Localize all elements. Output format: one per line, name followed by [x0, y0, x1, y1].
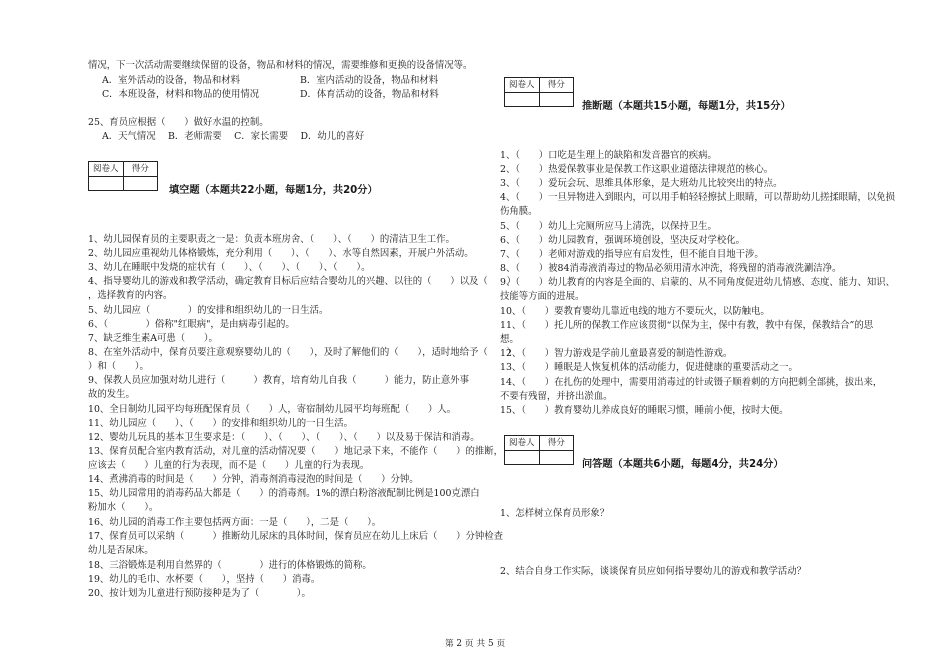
- fill-line: 12、婴幼儿玩具的基本卫生要求是：（ ）、（ ）、（ ）、（ ）以及易于保洁和消毒。: [88, 432, 480, 443]
- fill-line: 4、指导婴幼儿的游戏和教学活动，确定教育目标后应结合婴幼儿的兴趣、以往的（ ）以及（ ）: [88, 276, 516, 287]
- judge-line: 5、（ ）幼儿上完厕所应马上清洗，以保持卫生。: [500, 221, 717, 232]
- score-cell: [539, 451, 574, 464]
- fill-line: 9、保教人员应加强对幼儿进行（ ）教育，培育幼儿自我（ ）能力，防止意外事: [88, 375, 469, 386]
- score-box-qa: [504, 435, 574, 465]
- score-box-judge: [504, 77, 574, 107]
- judge-line: 12、（ ）智力游戏是学前儿童最喜爱的制造性游戏。: [500, 348, 733, 359]
- fill-line: 6、（ ）俗称"红眼病"，是由病毒引起的。: [88, 319, 295, 330]
- judge-line: 15、（ ）教育婴幼儿养成良好的睡眠习惯，睡前小便，按时大便。: [500, 405, 789, 416]
- intro-line: 情况，下一次活动需要继续保留的设备，物品和材料的情况，需要维修和更换的设备情况等。: [88, 60, 473, 71]
- q24-option-b: B．室内活动的设备，物品和材料: [300, 75, 439, 86]
- fill-line: 16、幼儿园的消毒工作主要包括两方面：一是（ ），二是（ ）。: [88, 517, 382, 528]
- fill-line: 17、保育员可以采纳（ ）推断幼儿尿床的具体时间，保育员应在幼儿上床后（ ）分钟检查: [88, 531, 504, 542]
- judge-line: 9、（ ）幼儿教育的内容是全面的、启蒙的、从不同角度促进幼儿情感、态度、能力、知识、: [500, 277, 896, 288]
- qa-question: 1、怎样树立保育员形象？: [500, 508, 610, 519]
- score-label-grader: 阅卷人: [508, 438, 535, 448]
- fill-line: 7、缺乏维生素A可患（ ）。: [88, 333, 218, 344]
- score-label-grader: 阅卷人: [508, 80, 535, 90]
- score-cell: [123, 177, 158, 190]
- fill-line: 18、三浴锻炼是利用自然界的（ ）进行的体格锻炼的简称。: [88, 560, 372, 571]
- score-label-score: 得分: [123, 162, 158, 176]
- q24-option-a: A．室外活动的设备，物品和材料: [102, 75, 241, 86]
- q24-option-c: C．本班设备，材料和物品的使用情况: [102, 89, 260, 100]
- fill-line: 3、幼儿在睡眠中发烧的症状有（ ）、（ ）、（ ）、（ ）。: [88, 262, 371, 273]
- q24-option-d: D．体育活动的设备，物品和材料: [300, 89, 439, 100]
- score-cell: [539, 93, 574, 106]
- judge-line: 13、（ ）睡眠是人恢复机体的活动能力，促进健康的重要活动之一。: [500, 362, 798, 373]
- judge-line: 想。: [500, 334, 519, 345]
- qa-question: 2、结合自身工作实际，谈谈保育员应如何指导婴幼儿的游戏和教学活动？: [500, 566, 806, 577]
- judge-line: 14、（ ）在扎伤的处理中，需要用消毒过的针或镊子顺着刺的方向把刺全部挑，拔出来，: [500, 377, 883, 388]
- fill-line: 14、煮沸消毒的时间是（ ）分钟，消毒剂消毒浸泡的时间是（ ）分钟。: [88, 474, 419, 485]
- fill-line: 粉加水（ ）。: [88, 502, 159, 513]
- score-label-grader: 阅卷人: [92, 164, 119, 174]
- judge-line: 3、（ ）爱玩会玩、思维具体形象，是大班幼儿比较突出的特点。: [500, 178, 783, 189]
- fill-line: 幼儿是否尿床。: [88, 545, 154, 556]
- score-box-fill: [88, 161, 158, 191]
- judge-line: 8、（ ）被84消毒液消毒过的物品必须用清水冲洗，将残留的消毒液洗涮洁净。: [500, 263, 842, 274]
- score-label-score: 得分: [539, 78, 574, 92]
- judge-section-title: 推断题（本题共15小题，每题1分，共15分）: [582, 101, 791, 112]
- judge-line: 10、（ ）要教育婴幼儿靠近电线的地方不要玩火，以防触电。: [500, 306, 770, 317]
- score-label-score: 得分: [539, 436, 574, 450]
- fill-line: 5、幼儿园应（ ）的安排和组织幼儿的一日生活。: [88, 305, 329, 316]
- judge-line: 伤角膜。: [500, 206, 538, 217]
- fill-line: 2、幼儿园应重视幼儿体格锻炼，充分利用（ ）、（ ）、水等自然因素，开展户外活动。: [88, 248, 474, 259]
- fill-line: 故的发生。: [88, 389, 135, 400]
- grader-cell: [505, 93, 539, 106]
- q25-options: A．天气情况 B．老师需要 C．家长需要 D．幼儿的喜好: [102, 131, 365, 142]
- judge-line: 技能等方面的进展。: [500, 291, 585, 302]
- grader-cell: [505, 451, 539, 464]
- judge-line: 不要有残留，并挤出淤血。: [500, 391, 613, 402]
- fill-line: ，选择教育的内容。: [88, 290, 173, 301]
- judge-line: 4、（ ）一旦异物进入到眼内，可以用手帕轻轻擦拭上眼睛，可以帮助幼儿搓揉眼睛，以免损: [500, 192, 896, 203]
- fill-line: ）和（ ）。: [88, 361, 149, 372]
- fill-line: 11、幼儿园应（ ）、（ ）的安排和组织幼儿的一日生活。: [88, 418, 354, 429]
- fill-line: 应该去（ ）儿童的行为表现，而不是（ ）儿童的行为表现。: [88, 460, 370, 471]
- fill-line: 8、在室外活动中，保育员要注意观察婴幼儿的（ ），及时了解他们的（ ），适时地给予（ ）: [88, 347, 516, 358]
- judge-line: 2、（ ）热爱保教事业是保教工作这职业道德法律规范的核心。: [500, 164, 774, 175]
- fill-line: 19、幼儿的毛巾、水杯要（ ），坚持（ ）消毒。: [88, 574, 321, 585]
- judge-line: 11、（ ）托儿所的保教工作应该贯彻“以保为主，保中有教，教中有保，保教结合”的思: [500, 320, 874, 331]
- qa-section-title: 问答题（本题共6小题，每题4分，共24分）: [582, 459, 784, 470]
- judge-line: 6、（ ）幼儿园教育，强调环境创设，坚决反对学校化。: [500, 235, 746, 246]
- q25-question: 25、育员应根据（ ）做好水温的控制。: [88, 117, 269, 128]
- page-footer: 第 2 页 共 5 页: [444, 639, 506, 649]
- fill-line: 1、幼儿园保育员的主要职责之一是：负责本班房舍、（ ）、（ ）的清洁卫生工作。: [88, 234, 455, 245]
- fill-line: 20、按计划为儿童进行预防接种是为了（ ）。: [88, 588, 311, 599]
- fill-line: 15、幼儿园常用的消毒药品大都是（ ）的消毒剂。1%的漂白粉溶液配制比例是100克漂白: [88, 488, 480, 499]
- grader-cell: [89, 177, 123, 190]
- fill-line: 10、全日制幼儿园平均每班配保育员（ ）人，寄宿制幼儿园平均每班配（ ）人。: [88, 404, 457, 415]
- fill-line: 13、保育员配合室内教育活动，对儿童的活动情况要（ ）地记录下来，不能作（ ）的推断，: [88, 446, 504, 457]
- judge-line: 7、（ ）老师对游戏的指导应有启发性，但不能自目地干涉。: [500, 249, 764, 260]
- fill-section-title: 填空题（本题共22小题，每题1分，共20分）: [169, 185, 378, 196]
- judge-line: 1、（ ）口吃是生理上的缺陷和发音器官的疾病。: [500, 150, 717, 161]
